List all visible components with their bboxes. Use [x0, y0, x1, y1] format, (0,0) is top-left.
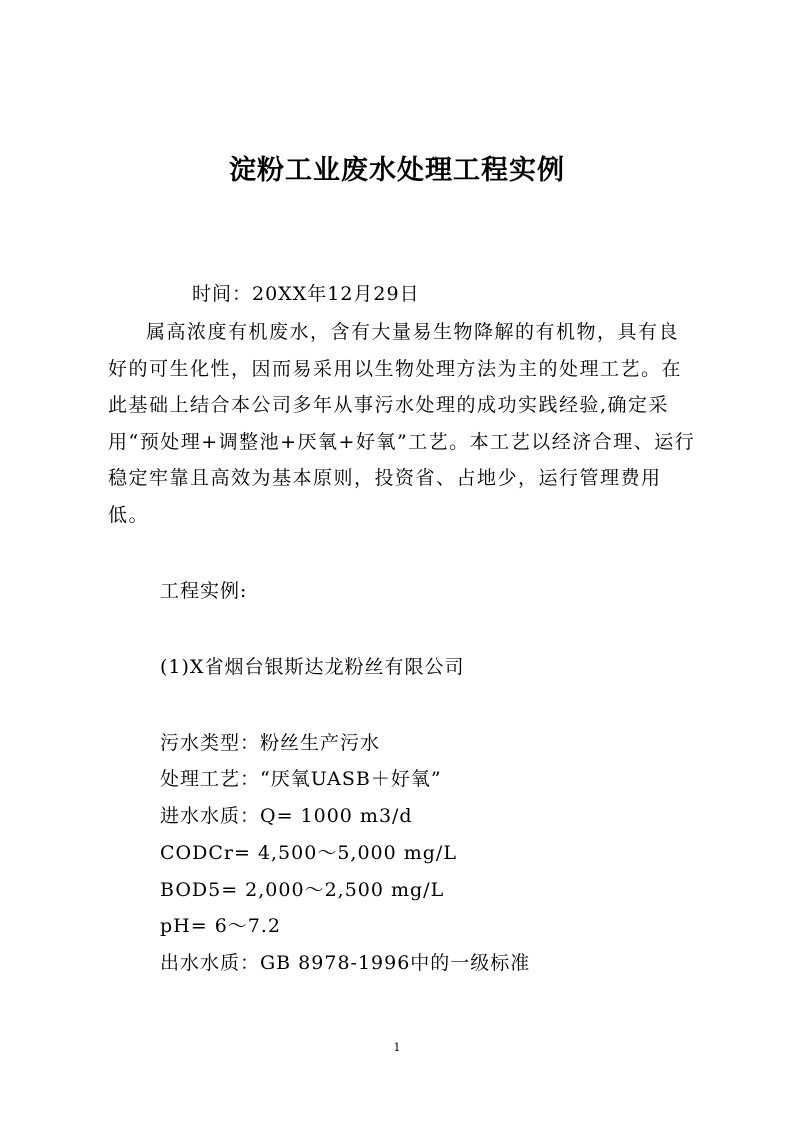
document-title: 淀粉工业废水处理工程实例	[229, 155, 565, 186]
case-detail-codcr: CODCr= 4,500～5,000 mg/L	[160, 842, 457, 864]
case-detail-influent: 进水水质：Q= 1000 m3/d	[160, 805, 413, 827]
case-title: (1)X省烟台银斯达龙粉丝有限公司	[160, 656, 465, 678]
date-line: 时间：20XX年12月29日	[192, 283, 420, 305]
page-number: 1	[393, 1041, 401, 1054]
case-detail-wastewater-type: 污水类型：粉丝生产污水	[160, 732, 381, 754]
case-detail-process: 处理工艺：“厌氧UASB＋好氧”	[160, 768, 442, 790]
section-heading: 工程实例:	[160, 580, 248, 602]
intro-paragraph: 属高浓度有机废水，含有大量易生物降解的有机物，具有良好的可生化性，因而易采用以生物处理方法为主的处理工艺。在此基础上结合本公司多年从事污水处理的成功实践经验,确定采用“预处理+调整池+厌氧+好氧”工艺。本工艺以经济合理、运行稳定牢靠且高效为基本原则，投资省、占地少，运行管理费用低。	[108, 321, 696, 526]
case-detail-ph: pH= 6～7.2	[160, 915, 281, 937]
case-detail-bod5: BOD5= 2,000～2,500 mg/L	[160, 879, 445, 901]
case-detail-effluent: 出水水质：GB 8978-1996中的一级标准	[160, 952, 531, 974]
